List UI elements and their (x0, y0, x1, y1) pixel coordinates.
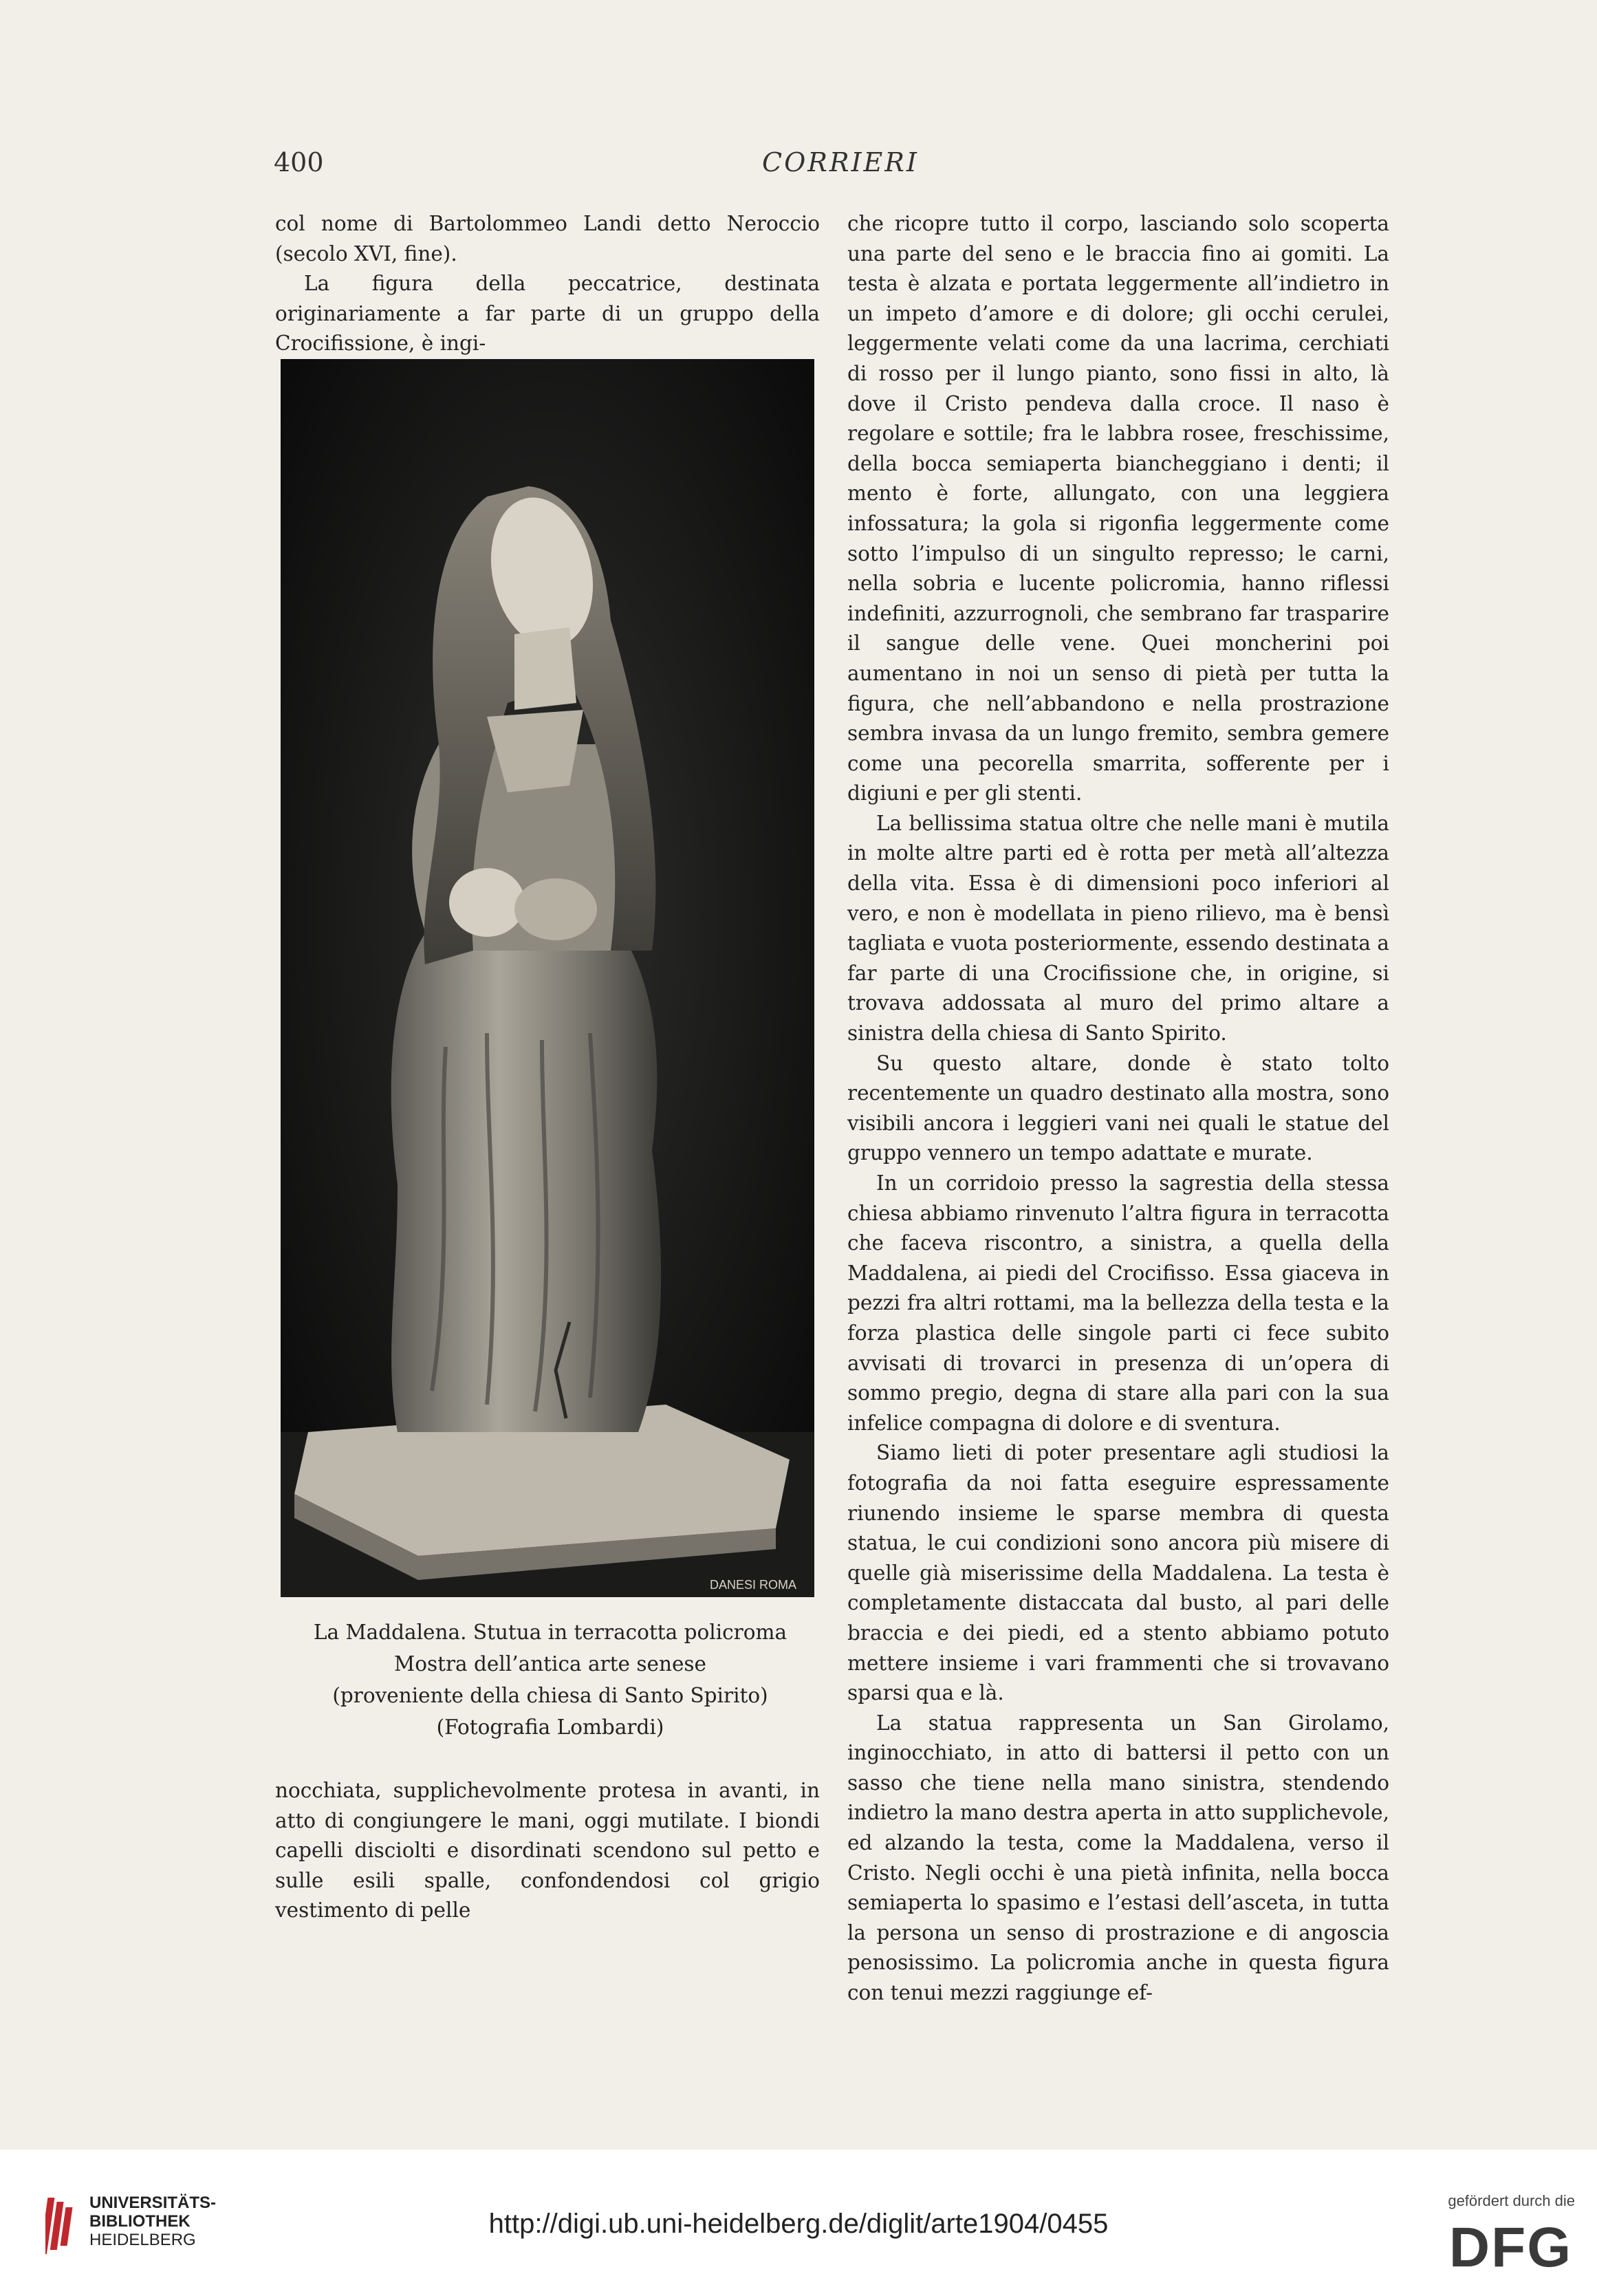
paragraph: che ricopre tutto il corpo, lasciando solo scoperta una parte del seno e le braccia fino ai gomiti. La testa è alzata e portata leggermente all’indietro in un impeto d’amore e di dolore; gli occhi cerulei, leggermente velati come da una lacrima, cerchiati di rosso per il lungo pianto, sono fissi in alto, là dove il Cristo pendeva dalla croce. Il naso è regolare e sottile; fra le labbra rosee, freschissime, della bocca semiaperta biancheggiano i denti; il mento è forte, allungato, con una leggiera infossatura; la gola si rigonfia leggermente come sotto l’impulso di un singulto represso; le carni, nella sobria e lucente policromia, hanno riflessi indefiniti, azzurrognoli, che sembrano far trasparire il sangue delle vene. Quei moncherini poi aumentano in noi un senso di pietà per tutta la figura, che nell’abbandono e nella prostrazione sembra invasa da un lungo fremito, sembra gemere come una pecorella smarrita, sofferente per i digiuni e per gli stenti. (847, 212, 1389, 805)
digitization-footer (0, 2149, 1597, 2296)
library-name-line: BIBLIOTHEK (89, 2212, 191, 2231)
paragraph: nocchiata, supplichevolmente protesa in avanti, in atto di congiungere le mani, oggi mutilate. I biondi capelli disciolti e disordinati scendono sul petto e sulle esili spalle, confondendosi col grigio vestimento di pelle (275, 1779, 820, 1923)
left-column-bottom (275, 1776, 820, 1926)
dfg-logo: DFG (1448, 2216, 1572, 2279)
maddalena-statue-image (281, 359, 814, 1597)
funding-note: gefördert durch die (1448, 2192, 1575, 2209)
statue-photograph (281, 359, 814, 1597)
caption-line: Mostra dell’antica arte senese (393, 1652, 706, 1676)
running-head: CORRIERI (762, 147, 919, 177)
left-column-top (275, 209, 820, 359)
right-column (847, 209, 1389, 2008)
paragraph: La statua rappresenta un San Girolamo, inginocchiato, in atto di battersi il petto con un sasso che tiene nella mano sinistra, stendendo indietro la mano destra aperta in atto supplichevole, ed alzando la testa, come la Maddalena, verso il Cristo. Negli occhi è una pietà infinita, nella bocca semiaperta lo spasimo e l’estasi dell’asceta, in tutta la persona un senso di prostrazione e di angoscia penosissimo. La policromia anche in questa figura con tenui mezzi raggiunge ef- (847, 1711, 1389, 2005)
photo-credit: DANESI ROMA (709, 1578, 796, 1592)
paragraph: Siamo lieti di poter presentare agli studiosi la fotografia da noi fatta eseguire espressamente riunendo insieme le sparse membra di questa statua, le cui condizioni sono ancora più misere di quelle già miserissime della Maddalena. La testa è completamente distaccata dal busto, al pari delle braccia e dei piedi, ed a stento abbiamo potuto mettere insieme i vari frammenti che si trovavano sparsi qua e là. (847, 1441, 1389, 1705)
caption-line: (proveniente della chiesa di Santo Spirito) (332, 1684, 768, 1707)
caption-line: (Fotografia Lombardi) (436, 1715, 664, 1739)
paragraph: Su questo altare, donde è stato tolto recentemente un quadro destinato alla mostra, sono visibili ancora i leggieri vani nei quali le statue del gruppo vennero un tempo adattate e murate. (847, 1051, 1389, 1165)
page-number: 400 (274, 147, 324, 177)
paragraph: La bellissima statua oltre che nelle mani è mutila in molte altre parti ed è rotta per metà all’altezza della vita. Essa è di dimensioni poco inferiori al vero, e non è modellata in pieno rilievo, ma è bensì tagliata e vuota posteriormente, essendo destinata a far parte di una Crocifissione che, in origine, si trovava addossata al muro del primo altare a sinistra della chiesa di Santo Spirito. (847, 811, 1389, 1046)
library-name-line: UNIVERSITÄTS- (89, 2194, 217, 2212)
source-url[interactable]: http://digi.ub.uni-heidelberg.de/diglit/arte1904/0455 (488, 2209, 1109, 2239)
library-name-line: HEIDELBERG (89, 2231, 196, 2249)
paragraph: col nome di Bartolommeo Landi detto Neroccio (secolo XVI, fine). (275, 212, 820, 266)
caption-line: La Maddalena. Stutua in terracotta policroma (313, 1621, 787, 1644)
figure-caption (275, 1616, 825, 1743)
paragraph: La figura della peccatrice, destinata originariamente a far parte di un gruppo della Crocifissione, è ingi- (275, 272, 820, 356)
paragraph: In un corridoio presso la sagrestia della stessa chiesa abbiamo rinvenuto l’altra figura in terracotta che faceva riscontro, a sinistra, a quella della Maddalena, ai piedi del Crocifisso. Essa giaceva in pezzi fra altri rottami, ma la bellezza della testa e la forza plastica delle singole parti ci fece subito avvisati di trovarci in presenza di un’opera di sommo pregio, degna di stare alla pari con la sua infelice compagna di dolore e di sventura. (847, 1171, 1389, 1435)
